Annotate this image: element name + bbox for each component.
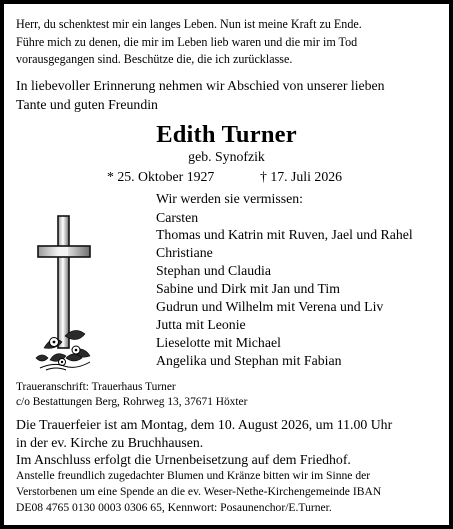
funeral-service-info — [16, 416, 392, 469]
donation-line: Verstorbenen um eine Spende an die ev. Weser-Nethe-Kirchengemeinde IBAN — [16, 484, 382, 498]
poem — [16, 16, 362, 69]
list-item: Stephan und Claudia — [156, 263, 271, 279]
address-line: c/o Bestattungen Berg, Rohrweg 13, 37671 Höxter — [16, 396, 248, 409]
list-item: Sabine und Dirk mit Jan und Tim — [156, 281, 340, 297]
list-item: Angelika und Stephan mit Fabian — [156, 352, 342, 368]
mourning-address — [16, 380, 247, 410]
list-item: Gudrun und Wilhelm mit Verena und Liv — [156, 299, 384, 315]
death-date: † 17. Juli 2026 — [260, 169, 343, 184]
poem-line: vorausgegangen sind. Beschütze die, die ich zurücklasse. — [16, 52, 293, 67]
intro-line: In liebevoller Erinnerung nehmen wir Abschied von unserer lieben — [16, 78, 385, 93]
list-item: Jutta mit Leonie — [156, 316, 246, 332]
donation-request — [16, 468, 381, 516]
mourners-list — [156, 209, 413, 370]
list-item: Lieselotte mit Michael — [156, 334, 281, 350]
birth-name: geb. Synofzik — [188, 149, 265, 164]
address-line: Traueranschrift: Trauerhaus Turner — [16, 381, 176, 393]
list-item: Thomas und Katrin mit Ruven, Jael und Rahel — [156, 227, 413, 243]
donation-line: Anstelle freundlich zugedachter Blumen und Kränze bitten wir im Sinne der — [16, 469, 371, 482]
deceased-name: Edith Turner — [156, 121, 297, 148]
service-line: in der ev. Kirche zu Bruchhausen. — [16, 434, 204, 450]
mourners-heading: Wir werden sie vermissen: — [156, 191, 303, 206]
service-line: Die Trauerfeier ist am Montag, dem 10. August 2026, um 11.00 Uhr — [16, 417, 393, 432]
poem-line: Herr, du schenktest mir ein langes Leben. Nun ist meine Kraft zu Ende. — [16, 17, 362, 31]
birth-date: * 25. Oktober 1927 — [107, 169, 215, 184]
intro-text — [16, 76, 385, 114]
list-item: Carsten — [156, 209, 199, 225]
poem-line: Führe mich zu denen, die mir im Leben lieb waren und die mir im Tod — [16, 34, 358, 49]
cross-with-flowers-icon — [32, 210, 96, 379]
service-line: Im Anschluss erfolgt die Urnenbeisetzung auf dem Friedhof. — [16, 452, 351, 467]
list-item: Christiane — [156, 245, 213, 261]
intro-line: Tante und guten Freundin — [16, 97, 158, 113]
donation-line: DE08 4765 0130 0003 0306 65, Kennwort: Posaunenchor/E.Turner. — [16, 500, 332, 514]
